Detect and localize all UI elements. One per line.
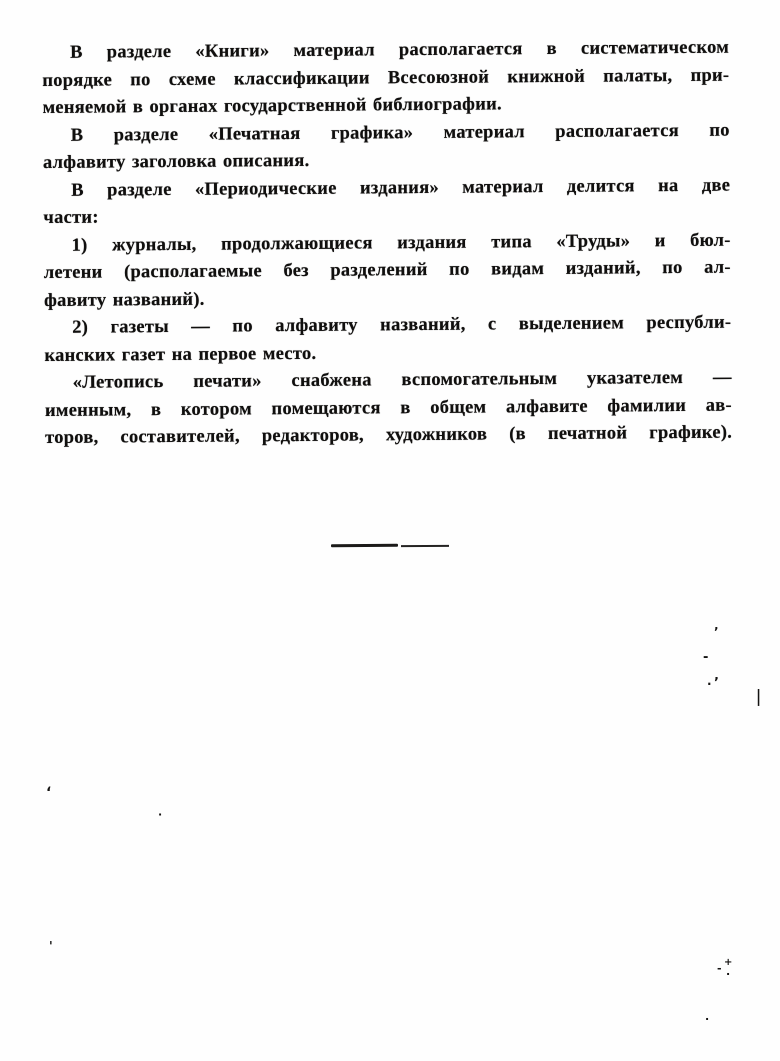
text-line: меняемой в органах государственной библиографии. [42,94,502,118]
scan-speck: . [726,965,731,978]
text-line: торов, составителей, редакторов, художников (в печатной графике). [45,422,733,448]
scan-speck: ’ [714,676,719,691]
text-line: части: [43,207,99,228]
scan-speck: ’ [714,625,719,639]
text-line: именным, в котором помещаются в общем алфавите фамилии ав- [44,395,732,421]
scan-speck: . [705,1010,710,1023]
text-line: летени (располагаемые без разделений по видам изданий, по ал- [43,257,731,283]
divider-segment-left [331,544,398,547]
text-line: В разделе «Печатная графика» материал располагается по [70,120,730,146]
text-line: 1) журналы, продолжающиеся издания типа «Труды» и бюл- [71,230,731,256]
body-text [42,35,732,453]
text-line: фавиту названий). [43,289,205,311]
scan-speck: · [707,677,712,691]
text-line: порядке по схеме классификации Всесоюзной книжной палаты, при- [42,65,730,91]
scan-speck: - [717,962,722,975]
text-line: алфавиту заголовка описания. [42,150,310,173]
text-line: В разделе «Периодические издания» материал делится на две [71,175,731,201]
scan-speck: + [724,957,733,968]
text-line: «Летопись печати» снабжена вспомогательным указателем — [72,367,732,393]
scan-speck: · [158,808,163,821]
text-line: 2) газеты — по алфавиту названий, с выделением республи- [72,312,732,338]
scan-speck: ' [49,939,53,953]
scan-speck: - [703,650,709,665]
scan-speck: ‘ [46,785,52,801]
text-line: канских газет на первое место. [44,343,317,366]
scan-speck: | [756,687,762,707]
text-line: В разделе «Книги» материал располагается в систематическом [70,37,730,63]
divider-segment-right [401,545,449,547]
